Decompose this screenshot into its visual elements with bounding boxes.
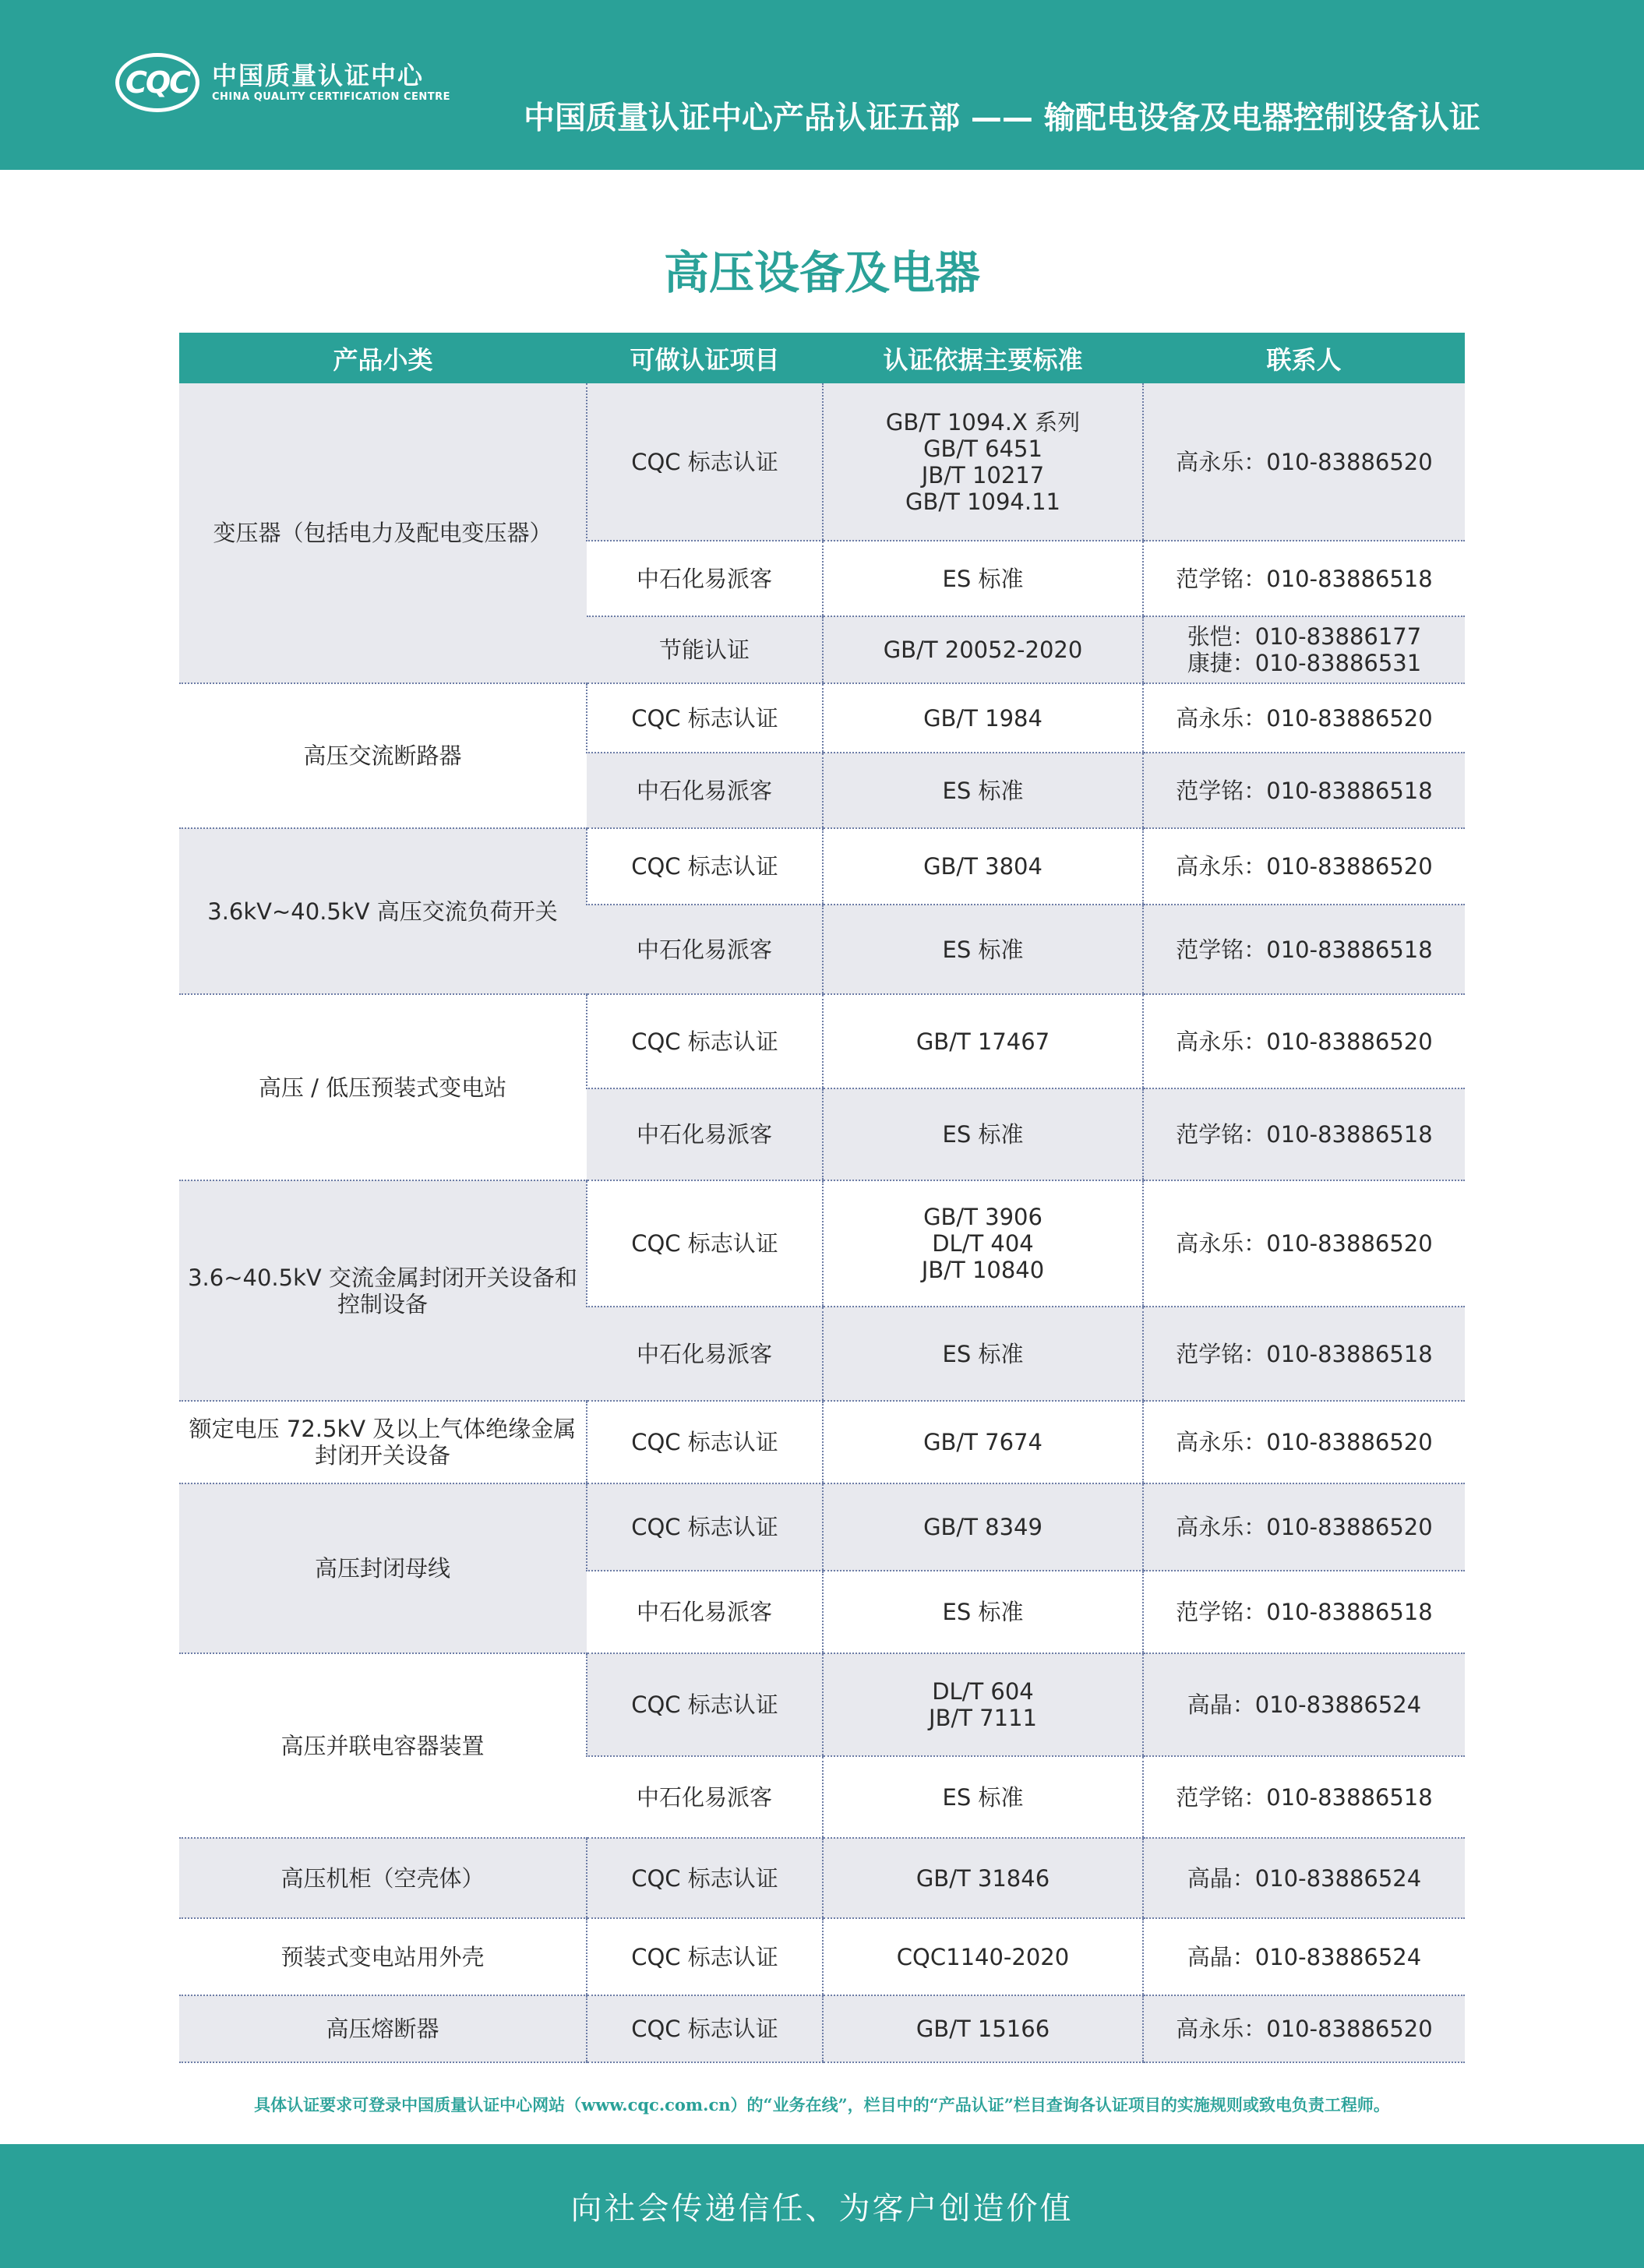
contact-cell: 范学铭：010-83886518 xyxy=(1143,1756,1465,1838)
contact-cell: 高永乐：010-83886520 xyxy=(1143,994,1465,1088)
certification-item-cell: CQC 标志认证 xyxy=(587,1180,823,1307)
standard-cell: GB/T 20052-2020 xyxy=(823,616,1143,683)
contact-cell: 高永乐：010-83886520 xyxy=(1143,1483,1465,1571)
product-category-cell: 高压机柜（空壳体） xyxy=(179,1838,587,1918)
cqc-logo-mark: CQC xyxy=(115,53,199,112)
contact-cell: 范学铭：010-83886518 xyxy=(1143,905,1465,994)
certification-item-cell: CQC 标志认证 xyxy=(587,828,823,905)
standard-cell: GB/T 3906 DL/T 404 JB/T 10840 xyxy=(823,1180,1143,1307)
product-category-cell: 高压 / 低压预装式变电站 xyxy=(179,994,587,1180)
contact-cell: 范学铭：010-83886518 xyxy=(1143,1571,1465,1653)
standard-cell: GB/T 8349 xyxy=(823,1483,1143,1571)
standard-cell: GB/T 1094.X 系列 GB/T 6451 JB/T 10217 GB/T 1094.11 xyxy=(823,383,1143,541)
certification-item-cell: CQC 标志认证 xyxy=(587,1483,823,1571)
product-category-cell: 变压器（包括电力及配电变压器） xyxy=(179,383,587,683)
contact-cell: 高永乐：010-83886520 xyxy=(1143,1995,1465,2062)
standard-cell: GB/T 31846 xyxy=(823,1838,1143,1918)
product-category-cell: 3.6kV~40.5kV 高压交流负荷开关 xyxy=(179,828,587,994)
header-main-standard: 认证依据主要标准 xyxy=(823,333,1143,383)
header-contact: 联系人 xyxy=(1143,333,1465,383)
contact-cell: 高永乐：010-83886520 xyxy=(1143,683,1465,753)
standard-cell: ES 标准 xyxy=(823,541,1143,616)
table-row xyxy=(179,1995,1465,2062)
table-row xyxy=(179,1180,1465,1307)
table-row xyxy=(179,1483,1465,1571)
standard-cell: GB/T 17467 xyxy=(823,994,1143,1088)
certification-item-cell: CQC 标志认证 xyxy=(587,383,823,541)
contact-cell: 范学铭：010-83886518 xyxy=(1143,541,1465,616)
table-row xyxy=(179,1838,1465,1918)
contact-cell: 高永乐：010-83886520 xyxy=(1143,1401,1465,1483)
header-bar xyxy=(0,0,1644,170)
header-certification-item: 可做认证项目 xyxy=(587,333,823,383)
standard-cell: CQC1140-2020 xyxy=(823,1918,1143,1995)
table-body xyxy=(179,383,1465,2062)
footnote: 具体认证要求可登录中国质量认证中心网站（www.cqc.com.cn）的“业务在线”，栏目中的“产品认证”栏目查询各认证项目的实施规则或致电负责工程师。 xyxy=(254,2095,1390,2115)
certification-item-cell: CQC 标志认证 xyxy=(587,1918,823,1995)
standard-cell: GB/T 15166 xyxy=(823,1995,1143,2062)
contact-cell: 高晶：010-83886524 xyxy=(1143,1653,1465,1756)
certification-item-cell: 中石化易派客 xyxy=(587,1088,823,1180)
product-category-cell: 3.6~40.5kV 交流金属封闭开关设备和控制设备 xyxy=(179,1180,587,1401)
certification-item-cell: CQC 标志认证 xyxy=(587,994,823,1088)
cqc-logo xyxy=(115,53,450,112)
contact-cell: 范学铭：010-83886518 xyxy=(1143,753,1465,828)
table-row xyxy=(179,683,1465,753)
table-row xyxy=(179,828,1465,905)
standard-cell: ES 标准 xyxy=(823,905,1143,994)
logo-chinese-name: 中国质量认证中心 xyxy=(212,61,425,90)
certification-item-cell: CQC 标志认证 xyxy=(587,1401,823,1483)
certification-item-cell: 中石化易派客 xyxy=(587,1756,823,1838)
certification-item-cell: 中石化易派客 xyxy=(587,905,823,994)
standard-cell: ES 标准 xyxy=(823,1088,1143,1180)
standard-cell: ES 标准 xyxy=(823,753,1143,828)
standard-cell: DL/T 604 JB/T 7111 xyxy=(823,1653,1143,1756)
logo-english-name: CHINA QUALITY CERTIFICATION CENTRE xyxy=(212,91,451,103)
certification-item-cell: 中石化易派客 xyxy=(587,1307,823,1401)
certification-item-cell: 中石化易派客 xyxy=(587,541,823,616)
certification-item-cell: 节能认证 xyxy=(587,616,823,683)
standard-cell: GB/T 7674 xyxy=(823,1401,1143,1483)
table-row xyxy=(179,383,1465,541)
header-product-category: 产品小类 xyxy=(179,333,587,383)
product-category-cell: 高压熔断器 xyxy=(179,1995,587,2062)
standard-cell: GB/T 3804 xyxy=(823,828,1143,905)
certification-item-cell: CQC 标志认证 xyxy=(587,1995,823,2062)
table-row xyxy=(179,1653,1465,1756)
product-category-cell: 预装式变电站用外壳 xyxy=(179,1918,587,1995)
product-category-cell: 高压交流断路器 xyxy=(179,683,587,828)
table-row xyxy=(179,1401,1465,1483)
contact-cell: 范学铭：010-83886518 xyxy=(1143,1307,1465,1401)
product-category-cell: 高压封闭母线 xyxy=(179,1483,587,1653)
contact-cell: 高永乐：010-83886520 xyxy=(1143,1180,1465,1307)
contact-cell: 高晶：010-83886524 xyxy=(1143,1838,1465,1918)
standard-cell: ES 标准 xyxy=(823,1307,1143,1401)
certification-table xyxy=(179,333,1465,2063)
page-title: 高压设备及电器 xyxy=(663,246,980,299)
table-row xyxy=(179,994,1465,1088)
header-title: 中国质量认证中心产品认证五部 —— 输配电设备及电器控制设备认证 xyxy=(524,100,1480,136)
table-row xyxy=(179,1918,1465,1995)
certification-item-cell: 中石化易派客 xyxy=(587,1571,823,1653)
product-category-cell: 额定电压 72.5kV 及以上气体绝缘金属封闭开关设备 xyxy=(179,1401,587,1483)
contact-cell: 高永乐：010-83886520 xyxy=(1143,383,1465,541)
standard-cell: ES 标准 xyxy=(823,1756,1143,1838)
contact-cell: 高永乐：010-83886520 xyxy=(1143,828,1465,905)
contact-cell: 高晶：010-83886524 xyxy=(1143,1918,1465,1995)
contact-cell: 范学铭：010-83886518 xyxy=(1143,1088,1465,1180)
certification-item-cell: 中石化易派客 xyxy=(587,753,823,828)
standard-cell: ES 标准 xyxy=(823,1571,1143,1653)
certification-item-cell: CQC 标志认证 xyxy=(587,1653,823,1756)
product-category-cell: 高压并联电容器装置 xyxy=(179,1653,587,1838)
standard-cell: GB/T 1984 xyxy=(823,683,1143,753)
contact-cell: 张恺：010-83886177 康捷：010-83886531 xyxy=(1143,616,1465,683)
certification-item-cell: CQC 标志认证 xyxy=(587,683,823,753)
footer-slogan: 向社会传递信任、为客户创造价值 xyxy=(570,2191,1074,2227)
table-header-row xyxy=(179,333,1465,383)
footer-bar xyxy=(0,2144,1644,2268)
certification-item-cell: CQC 标志认证 xyxy=(587,1838,823,1918)
